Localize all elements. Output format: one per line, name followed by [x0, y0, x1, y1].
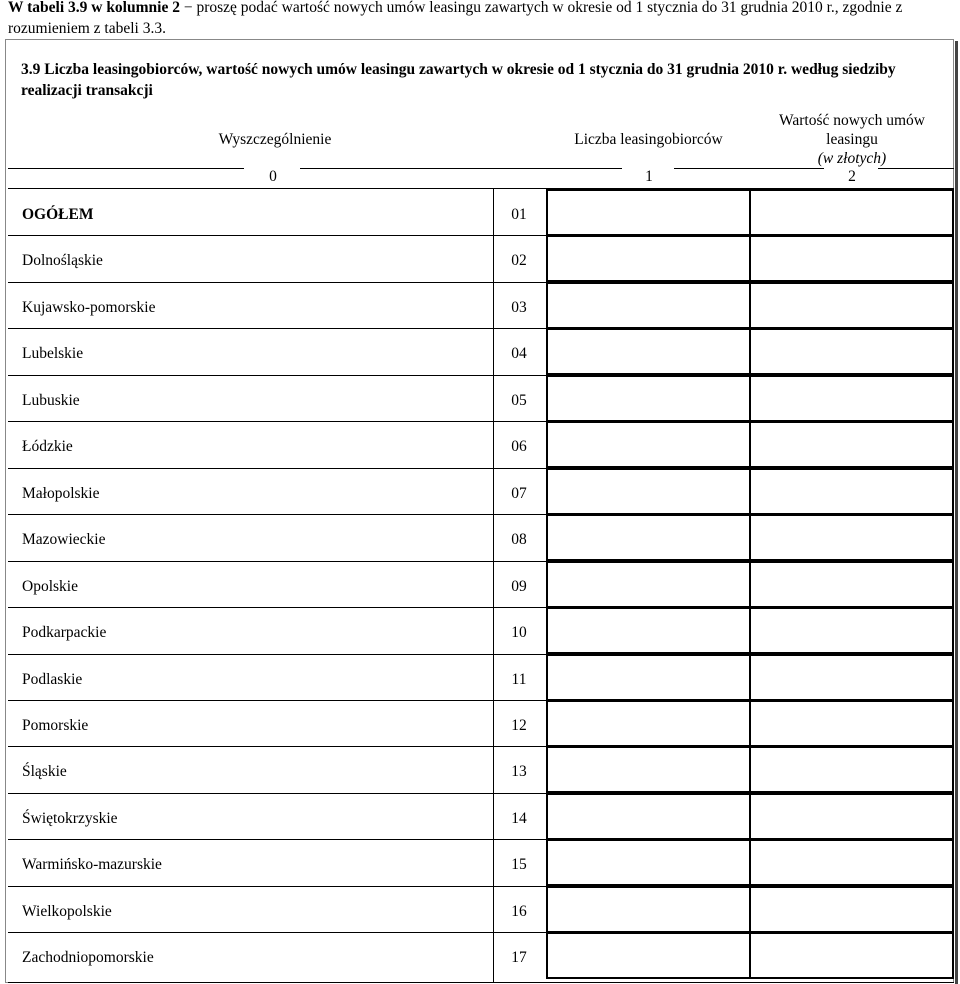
input-cell-lessees[interactable]: [546, 932, 751, 979]
row-separator: [8, 514, 546, 515]
row-label: Podlaskie: [22, 670, 83, 688]
header-col-description: Wyszczególnienie: [218, 131, 332, 148]
input-cell-lessees[interactable]: [546, 700, 751, 747]
row-code: 09: [511, 577, 527, 595]
row-label: Dolnośląskie: [22, 252, 103, 270]
row-separator: [8, 235, 546, 236]
row-code: 02: [511, 252, 527, 270]
row-code: 07: [511, 484, 527, 502]
row-label: Małopolskie: [22, 484, 100, 502]
input-cell-lessees[interactable]: [546, 561, 751, 608]
input-cell-lessees[interactable]: [546, 235, 751, 282]
row-code: 10: [511, 624, 527, 642]
input-cell-value[interactable]: [749, 282, 954, 329]
table-frame-shadow: [955, 41, 958, 984]
row-label: Opolskie: [22, 577, 78, 595]
input-cell-value[interactable]: [749, 189, 954, 236]
input-cell-lessees[interactable]: [546, 793, 751, 840]
row-separator: [8, 468, 546, 469]
input-cell-value[interactable]: [749, 468, 954, 515]
row-code: 15: [511, 856, 527, 874]
row-label: Mazowieckie: [22, 531, 106, 549]
input-cell-lessees[interactable]: [546, 189, 751, 236]
row-label: Śląskie: [22, 763, 67, 781]
input-cell-value[interactable]: [749, 746, 954, 793]
instruction-text: [8, 0, 948, 39]
row-code: 03: [511, 298, 527, 316]
row-code: 06: [511, 438, 527, 456]
input-cell-value[interactable]: [749, 886, 954, 933]
row-separator: [8, 700, 546, 701]
row-label: Warmińsko-mazurskie: [22, 856, 162, 874]
header-rule-mid: [300, 168, 622, 169]
row-code: 08: [511, 531, 527, 549]
row-label: Kujawsko-pomorskie: [22, 298, 156, 316]
row-separator: [8, 375, 546, 376]
row-separator: [8, 793, 546, 794]
header-col-value: [762, 111, 942, 168]
input-cell-value[interactable]: [749, 561, 954, 608]
input-cell-lessees[interactable]: [546, 328, 751, 375]
row-separator: [8, 561, 546, 562]
row-code: 05: [511, 391, 527, 409]
row-label: Pomorskie: [22, 716, 89, 734]
header-col-value-unit: (w złotych): [817, 150, 887, 167]
input-cell-value[interactable]: [749, 839, 954, 886]
header-rule-right: [674, 168, 824, 169]
row-code: 01: [511, 206, 527, 223]
instruction-body: − proszę podać wartość nowych umów leasingu zawartych w okresie od 1 stycznia do 31 grudnia 2010 r., zgodnie z rozumieniem z tabeli 3.3.: [8, 0, 903, 37]
row-code: 12: [511, 716, 527, 734]
input-cell-lessees[interactable]: [546, 375, 751, 422]
table-bottom-rule: [8, 982, 954, 983]
row-code: 11: [511, 670, 527, 688]
input-cell-value[interactable]: [749, 421, 954, 468]
input-cell-value[interactable]: [749, 607, 954, 654]
row-code: 14: [511, 809, 527, 827]
row-code: 13: [511, 763, 527, 781]
row-label: Świętokrzyskie: [22, 809, 118, 827]
row-label: Lubuskie: [22, 391, 80, 409]
input-cell-lessees[interactable]: [546, 886, 751, 933]
row-separator: [8, 282, 546, 283]
row-separator: [8, 839, 546, 840]
header-rule-far: [878, 168, 954, 169]
row-code: 17: [511, 949, 527, 967]
row-separator: [8, 328, 546, 329]
input-cell-value[interactable]: [749, 235, 954, 282]
row-separator: [8, 654, 546, 655]
input-cell-lessees[interactable]: [546, 514, 751, 561]
table-title: 3.9 Liczba leasingobiorców, wartość nowych umów leasingu zawartych w okresie od 1 stycznia do 31 grudnia 2010 r. według siedziby realizacji transakcji: [21, 61, 896, 99]
input-cell-value[interactable]: [749, 700, 954, 747]
input-cell-value[interactable]: [749, 793, 954, 840]
input-cell-value[interactable]: [749, 375, 954, 422]
row-label: Lubelskie: [22, 345, 84, 363]
input-cell-lessees[interactable]: [546, 839, 751, 886]
header-col-lessees: Liczba leasingobiorców: [574, 131, 723, 148]
colnum-2: 2: [848, 168, 856, 185]
row-separator: [8, 607, 546, 608]
code-column-divider: [493, 189, 494, 982]
input-cell-lessees[interactable]: [546, 282, 751, 329]
input-cell-value[interactable]: [749, 514, 954, 561]
header-rule-left: [8, 168, 244, 169]
input-cell-lessees[interactable]: [546, 746, 751, 793]
row-code: 04: [511, 345, 527, 363]
row-label: Łódzkie: [22, 438, 73, 456]
input-cell-lessees[interactable]: [546, 607, 751, 654]
input-cell-lessees[interactable]: [546, 468, 751, 515]
row-label: Wielkopolskie: [22, 902, 112, 920]
row-label: Zachodniopomorskie: [22, 949, 154, 967]
input-cell-value[interactable]: [749, 654, 954, 701]
colnum-1: 1: [645, 168, 653, 185]
input-cell-value[interactable]: [749, 328, 954, 375]
row-separator: [8, 932, 546, 933]
row-label: OGÓŁEM: [22, 206, 94, 223]
row-label: Podkarpackie: [22, 624, 107, 642]
input-cell-value[interactable]: [749, 932, 954, 979]
instruction-lead: W tabeli 3.9 w kolumnie 2: [8, 0, 180, 16]
input-cell-lessees[interactable]: [546, 654, 751, 701]
row-separator: [8, 746, 546, 747]
input-cell-lessees[interactable]: [546, 421, 751, 468]
row-separator: [8, 421, 546, 422]
row-code: 16: [511, 902, 527, 920]
row-separator: [8, 886, 546, 887]
colnum-0: 0: [269, 168, 277, 185]
header-col-value-label: Wartość nowych umów leasingu: [779, 112, 925, 148]
